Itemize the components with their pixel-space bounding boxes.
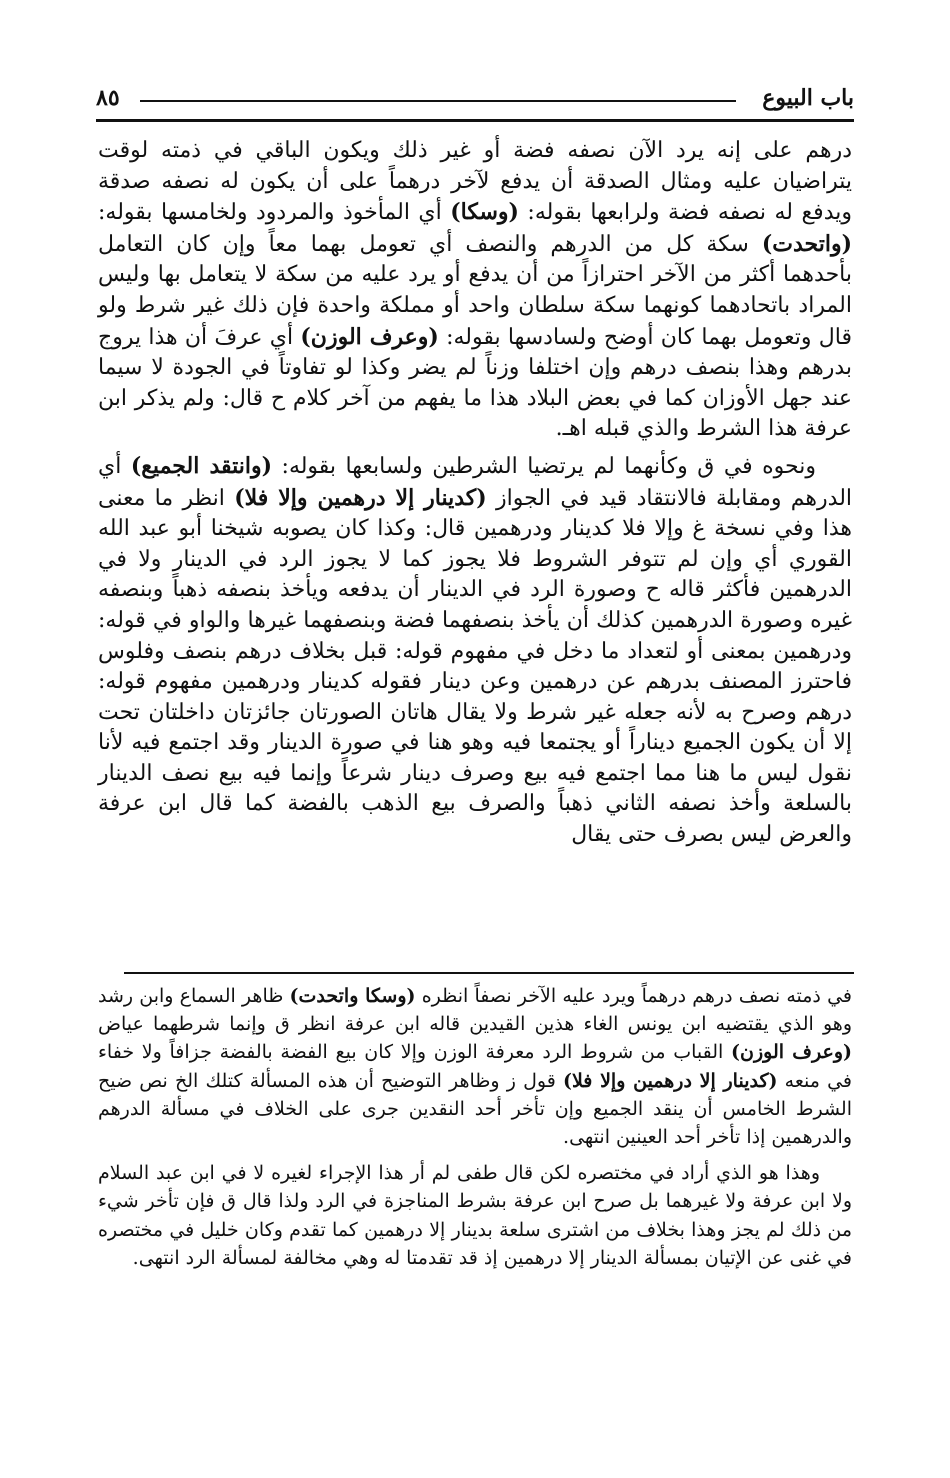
main-text (98, 136, 852, 851)
footnote-paragraph-1 (98, 982, 852, 1151)
text-run: ظاهر السماع وابن رشد وهو الذي يقتضيه ابن يونس الغاء هذين القيدين قاله ابن عرفة انظر ق وإنما شرطهما عياض (98, 985, 852, 1036)
header-title-rule (140, 100, 736, 102)
bold-term: (وعرف الوزن) (300, 323, 439, 350)
text-run: درهم على إنه يرد الآن نصفه فضة أو غير ذلك ويكون الباقي في ذمته لوقت يتراضيان عليه ومثال الصدقة أن يدفع لآخر درهماً على أن يكون له نصفه صدقة ويدفع له نصفه فضة ولرابعها بقوله: (98, 138, 852, 226)
text-run: أي المأخوذ والمردود ولخامسها بقوله: (98, 200, 451, 226)
footnote-divider (124, 972, 854, 974)
text-run: انظر ما معنى هذا وفي نسخة غ وإلا فلا كدينار ودرهمين قال: وكذا كان يصوبه شيخنا أبو عبد الله القوري أي وإن لم تتوفر الشروط فلا يجوز كما لا يجوز الرد في الدينار ولا في الدرهمين فأكثر قاله ح وصورة الرد في الدينار أن يدفعه ويأخذ بنصفه ذهباً وبنصفه غيره وصورة الدرهمين كذلك أن يأخذ بنصفهما فضة وبنصفهما غيرها والواو في قوله: ودرهمين بمعنى أو لتعداد ما دخل في مفهوم قوله: قبل بخلاف درهم بنصف وفلوس فاحترز المصنف بدرهم عن درهمين وعن دينار فقوله كدينار ودرهمين مفهوم قوله: درهم وصرح به لأنه جعله غير شرط ولا يقال هاتان الصورتان جائزتان داخلتان تحت إلا أن يكون الجميع ديناراً أو يجتمعا فيه وهو هنا في صورة الدينار وقد اجتمع فيه لأنا نقول ليس ما هنا مما اجتمع فيه بيع وصرف دينار شرعاً وإنما فيه بيع نصف الدينار بالسلعة وأخذ نصفه الثاني ذهباً والصرف بيع الذهب بالفضة كما قال ابن عرفة والعرض ليس بصرف حتى يقال (98, 485, 853, 848)
text-run: في ذمته نصف درهم درهماً ويرد عليه الآخر نصفاً انظره (415, 985, 852, 1007)
text-run: قول ز وظاهر التوضيح أن هذه المسألة كتلك الخ نص ضيح الشرط الخامس أن ينقد الجميع وإن تأخر أحد النقدين جرى على الخلاف في مسألة الدرهم والدرهمين إذا تأخر أحد العينين انتهى. (98, 1069, 852, 1149)
bold-term: (واتحدت) (761, 230, 852, 257)
text-run: وهذا هو الذي أراد في مختصره لكن قال طفى لم أر هذا الإجراء لغيره لا في ابن عبد السلام ولا ابن عرفة ولا غيرهما بل صرح ابن عرفة بشرط المناجزة في الرد ولذا قال ق فإن تأخر شيء من ذلك لم يجز وهذا بخلاف من اشترى سلعة بدينار إلا درهمين كما تقدم وكان خليل في مختصره في غنى عن الإتيان بمسألة الدينار إلا درهمين إذ قد تقدمتا له وهي مخالفة لمسألة الرد انتهى. (98, 1162, 852, 1269)
footnote-paragraph-2 (98, 1159, 852, 1272)
main-paragraph-1 (98, 136, 852, 445)
page-header (96, 84, 854, 116)
bold-term: (وانتقد الجميع) (130, 452, 273, 479)
bold-term: (كدينار إلا درهمين وإلا فلا) (562, 1069, 778, 1092)
main-paragraph-2 (98, 451, 852, 851)
text-run: القباب من شروط الرد معرفة الوزن وإلا كان بيع الفضة بالفضة جزافاً ولا خفاء في منعه (98, 1041, 853, 1092)
header-divider (96, 119, 854, 122)
page-number: ٨٥ (96, 85, 120, 111)
bold-term: (كدينار إلا درهمين وإلا فلا) (234, 484, 487, 511)
bold-term: (وعرف الوزن) (731, 1041, 852, 1064)
bold-term: (وسكا واتحدت) (289, 985, 416, 1007)
text-run: أي عرفَ أن هذا يروج بدرهم وهذا بنصف درهم وإن اختلفا وزناً لم يضر وكذا لو تفاوتاً في الجودة لا سيما عند جهل الأوزان كما في بعض البلاد هذا ما يفهم من آخر كلام ح قال: ولم يذكر ابن عرفة هذا الشرط والذي قبله اهـ. (98, 324, 853, 442)
footnotes (98, 982, 852, 1272)
text-run: أي الدرهم ومقابلة فالانتقاد قيد في الجواز (98, 453, 853, 511)
text-run: سكة كل من الدرهم والنصف أي تعومل بهما معاً وإن كان التعامل بأحدهما أكثر من الآخر احترازاً من أن يدفع أو يرد عليه من سكة لا يتعامل بها وليس المراد باتحادهما كونهما سكة سلطان واحد أو مملكة واحدة فإن ذلك غير شرط ولو قال وتعومل بهما كان أوضح ولسادسها بقوله: (98, 231, 852, 350)
text-run: ونحوه في ق وكأنهما لم يرتضيا الشرطين ولسابعها بقوله: (272, 453, 816, 479)
bold-term: (وسكا) (450, 199, 519, 226)
running-title: باب البيوع (762, 85, 854, 111)
